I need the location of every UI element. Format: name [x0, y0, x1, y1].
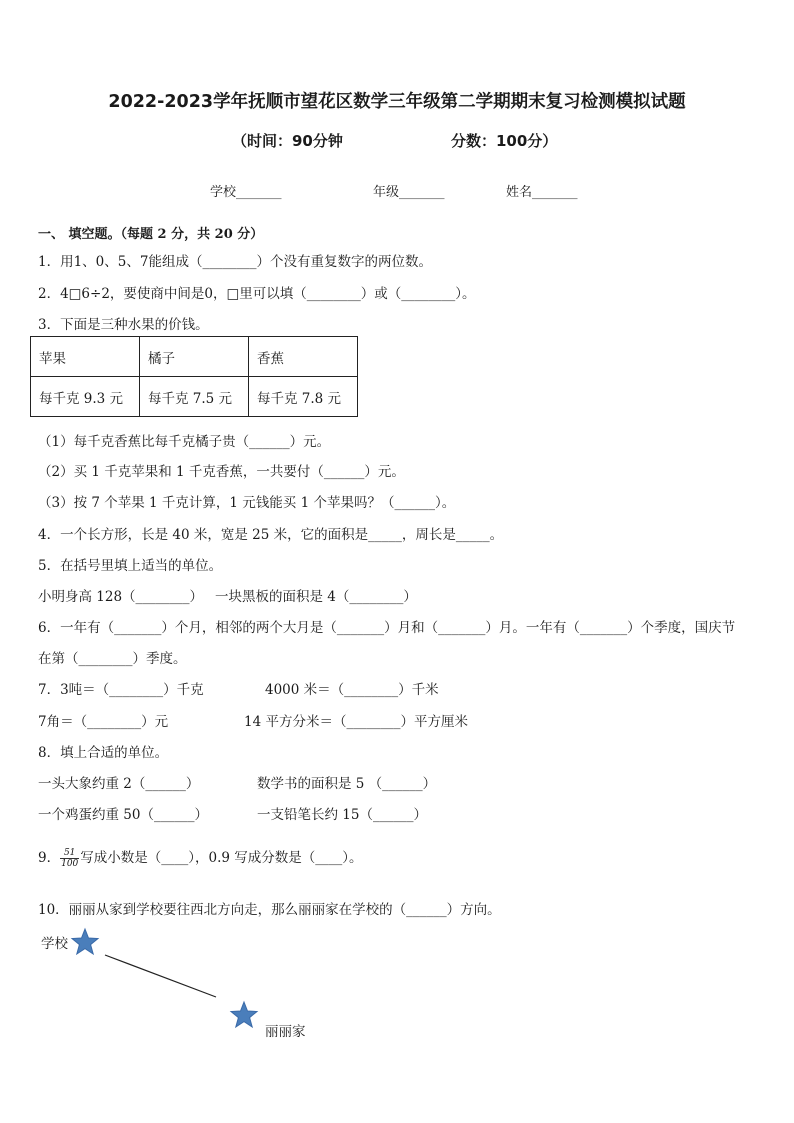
question-5: 5．在括号里填上适当的单位。 [38, 558, 223, 574]
question-8-a: 一头大象约重 2（______） [38, 776, 200, 792]
question-9-text: 写成小数是（____），0.9 写成分数是（____）。 [80, 850, 363, 866]
grade-field: 年级_______ [373, 185, 445, 200]
table-cell-banana-price: 每千克 7.8 元 [249, 377, 358, 417]
exam-score: 分数：100分） [451, 132, 558, 150]
question-4: 4．一个长方形，长是 40 米，宽是 25 米，它的面积是_____，周长是_____。 [38, 527, 504, 543]
question-1: 1．用1、0、5、7能组成（________）个没有重复数字的两位数。 [38, 254, 432, 270]
question-2: 2．4□6÷2，要使商中间是0，□里可以填（________）或（________）。 [38, 286, 476, 302]
question-8-c: 一个鸡蛋约重 50（______） [38, 807, 208, 823]
question-3-1: （1）每千克香蕉比每千克橘子贵（______）元。 [38, 434, 331, 450]
school-label: 学校 [41, 936, 68, 952]
question-7-a: 7．3吨＝（________）千克 [38, 682, 204, 698]
question-6-line-2: 在第（________）季度。 [38, 651, 187, 667]
table-cell-apple: 苹果 [31, 337, 140, 377]
home-star-icon [231, 1002, 257, 1027]
question-5-b: 一块黑板的面积是 4（________） [215, 589, 417, 605]
section-heading: 一、 填空题。（每题 2 分，共 20 分） [38, 227, 264, 242]
question-8-d: 一支铅笔长约 15（______） [257, 807, 427, 823]
question-3-2: （2）买 1 千克苹果和 1 千克香蕉，一共要付（______）元。 [38, 464, 405, 480]
page-title: 2022-2023学年抚顺市望花区数学三年级第二学期期末复习检测模拟试题 [108, 92, 686, 112]
school-field: 学校_______ [210, 185, 282, 200]
question-9-number: 9． [38, 850, 61, 866]
question-3-3: （3）按 7 个苹果 1 千克计算，1 元钱能买 1 个苹果吗？（______）。 [38, 495, 456, 511]
name-field: 姓名_______ [506, 185, 578, 200]
fraction-denominator: 100 [61, 859, 79, 869]
question-6-line-1: 6．一年有（_______）个月，相邻的两个大月是（_______）月和（_______）月。一年有（_______）个季度，国庆节 [38, 620, 736, 636]
table-cell-banana: 香蕉 [249, 337, 358, 377]
path-line [105, 955, 216, 997]
question-7-d: 14 平方分米＝（________）平方厘米 [244, 714, 468, 730]
table-cell-apple-price: 每千克 9.3 元 [31, 377, 140, 417]
question-7-c: 7角＝（________）元 [38, 714, 169, 730]
question-8: 8．填上合适的单位。 [38, 745, 169, 761]
home-label: 丽丽家 [265, 1024, 306, 1040]
question-5-a: 小明身高 128（________） [38, 589, 204, 605]
question-8-b: 数学书的面积是 5 （______） [257, 776, 437, 792]
table-cell-orange-price: 每千克 7.5 元 [140, 377, 249, 417]
table-cell-orange: 橘子 [140, 337, 249, 377]
fraction-numerator: 51 [60, 848, 79, 859]
exam-time: （时间：90分钟 [232, 132, 343, 150]
question-10: 10．丽丽从家到学校要往西北方向走，那么丽丽家在学校的（______）方向。 [38, 902, 501, 918]
question-7-b: 4000 米＝（________）千米 [265, 682, 439, 698]
school-star-icon [72, 929, 98, 954]
question-3: 3．下面是三种水果的价钱。 [38, 317, 209, 333]
